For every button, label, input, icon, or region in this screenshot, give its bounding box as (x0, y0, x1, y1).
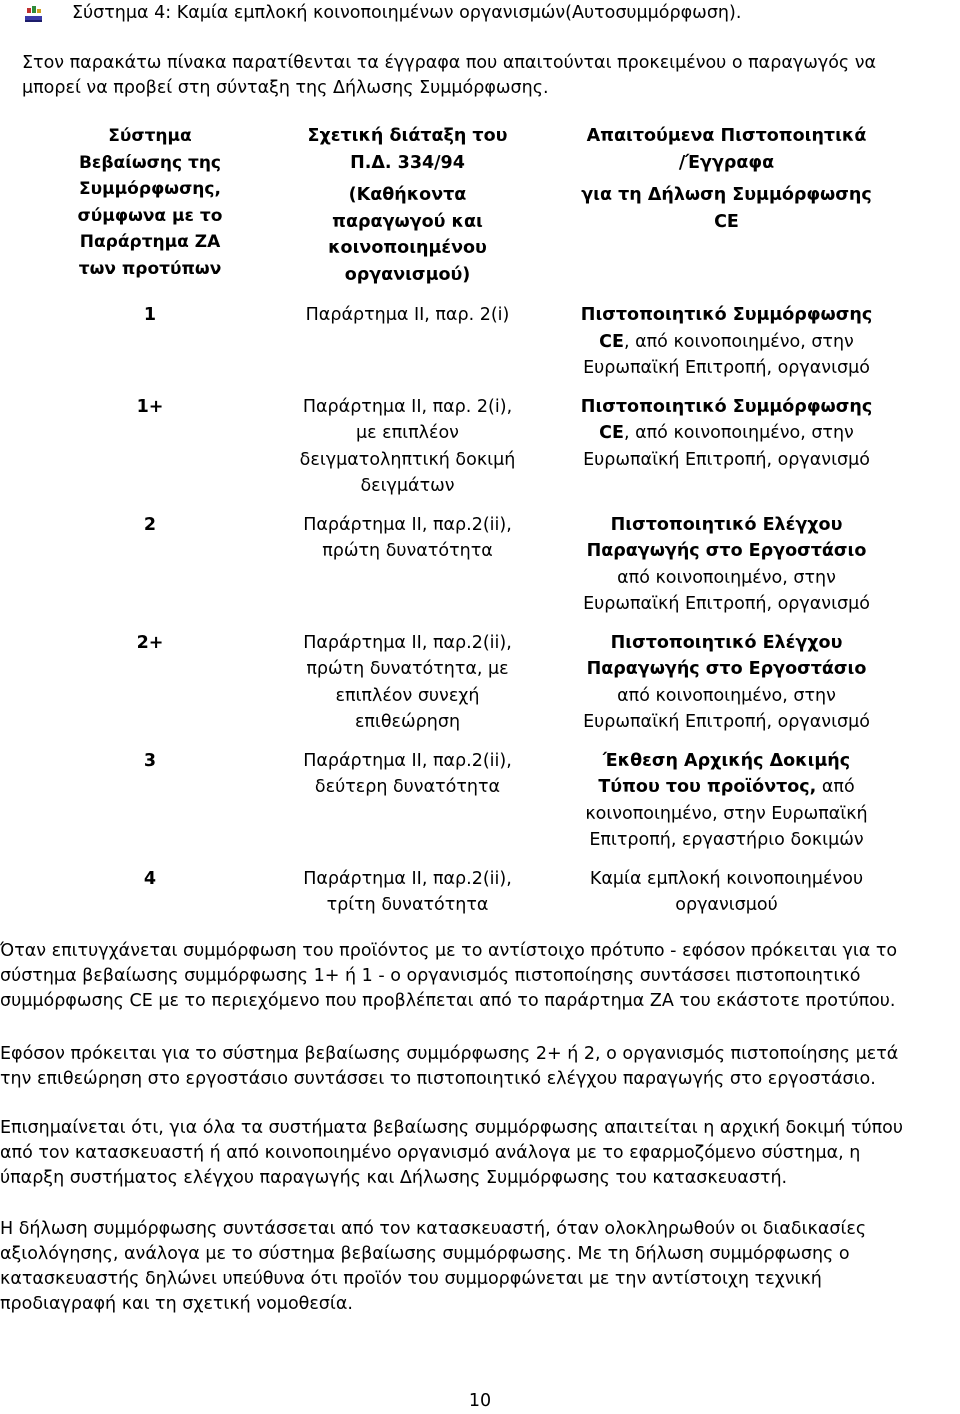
header-provision: Σχετική διάταξη του Π.Δ. 334/94 (Καθήκοντα παραγωγού και κοινοποιημένου οργανισμού) (307, 126, 508, 285)
certification-table (22, 123, 916, 919)
provision: Παράρτημα ΙΙ, παρ.2(ii), τρίτη δυνατότητα (303, 868, 512, 915)
provision: Παράρτημα ΙΙ, παρ.2(ii), δεύτερη δυνατότητα (303, 750, 512, 797)
page-number: 10 (468, 1391, 492, 1411)
system-level: 1 (143, 305, 157, 325)
required-documents: Πιστοποιητικό Ελέγχου Παραγωγής στο Εργοστάσιο από κοινοποιημένο, στην Ευρωπαϊκή Επιτροπή, οργανισμό (583, 632, 870, 732)
table-row (22, 866, 916, 919)
paragraph-type-testing: Επισημαίνεται ότι, για όλα τα συστήματα βεβαίωσης συμμόρφωσης απαιτείται η αρχική δοκιμή τύπου από τον κατασκευαστή ή από κοινοποιημένο οργανισμό ανάλογα με το εφαρμοζόμενο σύστημα, η ύπαρξη συστήματος ελέγχου παραγωγής και Δήλωσης Συμμόρφωσης του κατασκευαστή. (0, 1118, 903, 1188)
header-required-documents: Απαιτούμενα Πιστοποιητικά /Έγγραφα για τη Δήλωση Συμμόρφωσης CE (581, 126, 872, 232)
paragraph-factory-inspection: Εφόσον πρόκειται για το σύστημα βεβαίωσης συμμόρφωσης 2+ ή 2, ο οργανισμός πιστοποίησης μετά την επιθεώρηση στο εργοστάσιο συντάσσει το πιστοποιητικό ελέγχου παραγωγής στο εργοστάσιο. (0, 1044, 899, 1089)
table-header-row (22, 123, 916, 302)
header-system: Σύστημα Βεβαίωσης της Συμμόρφωσης, σύμφωνα με το Παράρτημα ΖΑ των προτύπων (77, 126, 223, 279)
system-level: 3 (143, 750, 157, 771)
required-documents: Καμία εμπλοκή κοινοποιημένου οργανισμού (589, 868, 864, 915)
required-documents: Πιστοποιητικό Συμμόρφωσης CE, από κοινοποιημένο, στην Ευρωπαϊκή Επιτροπή, οργανισμό (580, 396, 873, 470)
provision: Παράρτημα ΙΙ, παρ.2(ii), πρώτη δυνατότητα, με επιπλέον συνεχή επιθεώρηση (303, 632, 512, 732)
system-level: 2 (143, 514, 157, 535)
provision: Παράρτημα ΙΙ, παρ.2(ii), πρώτη δυνατότητα (303, 514, 512, 561)
provision: Παράρτημα ΙΙ, παρ. 2(i) (305, 305, 510, 325)
paragraph-ce-certificate: Όταν επιτυγχάνεται συμμόρφωση του προϊόντος με το αντίστοιχο πρότυπο - εφόσον πρόκειται για το σύστημα βεβαίωσης συμμόρφωσης 1+ ή 1 - ο οργανισμός πιστοποίησης συντάσσει πιστοποιητικό συμμόρφωσης CE με το περιεχόμενο που προβλέπεται από το παράρτημα ΖΑ του εκάστοτε προτύπου. (0, 941, 898, 1011)
intro-paragraph: Στον παρακάτω πίνακα παρατίθενται τα έγγραφα που απαιτούνται προκειμένου ο παραγωγός να μπορεί να προβεί στη σύνταξη της Δήλωσης Συμμόρφωσης. (22, 53, 877, 98)
required-documents: Έκθεση Αρχικής Δοκιμής Τύπου του προϊόντος, από κοινοποιημένο, στην Ευρωπαϊκή Επιτροπή, εργαστήριο δοκιμών (585, 750, 868, 850)
paragraph-declaration: Η δήλωση συμμόρφωσης συντάσσεται από τον κατασκευαστή, όταν ολοκληρωθούν οι διαδικασίες αξιολόγησης, ανάλογα με το σύστημα βεβαίωσης συμμόρφωσης. Με τη δήλωση συμμόρφωσης ο κατασκευαστής δηλώνει υπεύθυνα ότι προϊόν του συμμορφώνεται με την αντίστοιχη τεχνική προδιαγραφή και τη σχετική νομοθεσία. (0, 1219, 867, 1314)
table-row (22, 748, 916, 866)
required-documents: Πιστοποιητικό Συμμόρφωσης CE, από κοινοποιημένο, στην Ευρωπαϊκή Επιτροπή, οργανισμό (580, 305, 873, 378)
system-level: 4 (143, 868, 157, 889)
bullet-list-icon (22, 3, 44, 25)
system-4-title: Σύστημα 4: Καμία εμπλοκή κοινοποιημένων οργανισμών(Αυτοσυμμόρφωση). (72, 3, 742, 23)
table-row (22, 302, 916, 394)
system-level: 1+ (136, 396, 164, 417)
table-row (22, 512, 916, 630)
provision: Παράρτημα ΙΙ, παρ. 2(i), με επιπλέον δειγματοληπτική δοκιμή δειγμάτων (299, 396, 516, 496)
table-row (22, 630, 916, 748)
required-documents: Πιστοποιητικό Ελέγχου Παραγωγής στο Εργοστάσιο από κοινοποιημένο, στην Ευρωπαϊκή Επιτροπή, οργανισμό (583, 514, 870, 614)
system-4-bullet (22, 1, 741, 26)
system-level: 2+ (136, 632, 164, 653)
table-row (22, 394, 916, 512)
